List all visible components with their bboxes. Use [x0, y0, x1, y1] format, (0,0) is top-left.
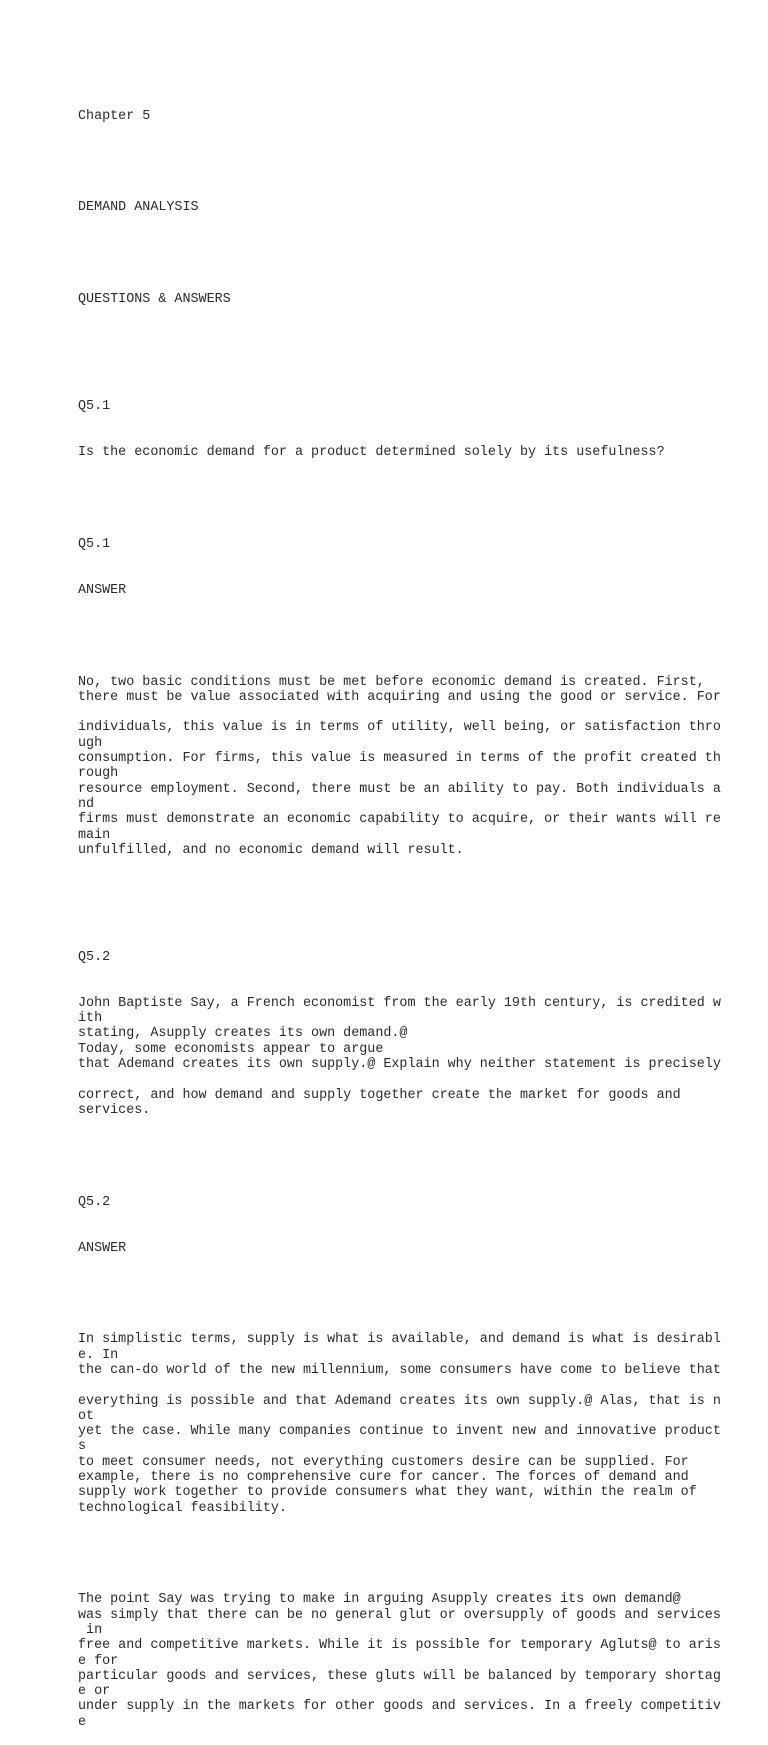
- text-line: ot: [78, 1408, 95, 1424]
- text-line: that Ademand creates its own supply.@ Explain why neither statement is precisely: [78, 1057, 721, 1072]
- spacer: [78, 1286, 758, 1301]
- text-line: supply work together to provide consumers what they want, within the realm of: [78, 1485, 697, 1501]
- question-label: Q5.1: [78, 399, 111, 415]
- text-line: in: [78, 1622, 103, 1638]
- answer-heading: ANSWER: [78, 1240, 127, 1256]
- text-line: the can-do world of the new millennium, some consumers have come to believe that: [78, 1362, 721, 1378]
- text-line: e for: [78, 1653, 119, 1669]
- question-text: [78, 996, 758, 1118]
- text-line: ith: [78, 1011, 103, 1027]
- text-line: individuals, this value is in terms of utility, well being, or satisfaction thro: [78, 720, 721, 736]
- text-line: to meet consumer needs, not everything customers desire can be supplied. For: [78, 1454, 689, 1470]
- question-label: Q5.2: [78, 949, 111, 965]
- text-line: [78, 1072, 758, 1087]
- spacer: [78, 491, 758, 506]
- answer-label: Q5.2: [78, 1194, 111, 1210]
- text-line: e: [78, 1714, 87, 1730]
- text-line: consumption. For firms, this value is measured in terms of the profit created th: [78, 751, 721, 767]
- text-line: [78, 1378, 758, 1393]
- text-line: everything is possible and that Ademand creates its own supply.@ Alas, that is n: [78, 1393, 721, 1409]
- text-line: ugh: [78, 735, 103, 751]
- document-page: [78, 78, 758, 1745]
- chapter-title: DEMAND ANALYSIS: [78, 200, 199, 216]
- text-line: main: [78, 827, 111, 843]
- text-line: particular goods and services, these gluts will be balanced by temporary shortag: [78, 1668, 721, 1684]
- text-line: resource employment. Second, there must be an ability to pay. Both individuals a: [78, 781, 721, 797]
- spacer: [78, 629, 758, 644]
- text-line: services.: [78, 1102, 151, 1118]
- text-line: No, two basic conditions must be met before economic demand is created. First,: [78, 674, 705, 690]
- text-line: technological feasibility.: [78, 1500, 287, 1516]
- text-line: e or: [78, 1684, 111, 1700]
- spacer: [78, 1547, 758, 1562]
- text-line: under supply in the markets for other goods and services. In a freely competitiv: [78, 1699, 721, 1715]
- spacer: [78, 154, 758, 169]
- text-line: free and competitive markets. While it is possible for temporary Agluts@ to aris: [78, 1638, 721, 1654]
- text-line: yet the case. While many companies continue to invent new and innovative product: [78, 1424, 721, 1440]
- answer-paragraph: [78, 1332, 758, 1516]
- section-heading: QUESTIONS & ANSWERS: [78, 292, 231, 308]
- answer-paragraph: [78, 1592, 758, 1730]
- question-text: Is the economic demand for a product determined solely by its usefulness?: [78, 445, 665, 461]
- answer-label: Q5.1: [78, 536, 111, 552]
- text-line: there must be value associated with acquiring and using the good or service. For: [78, 689, 721, 705]
- text-line: stating, Asupply creates its own demand.@: [78, 1026, 408, 1042]
- text-line: The point Say was trying to make in arguing Asupply creates its own demand@: [78, 1592, 681, 1608]
- text-line: rough: [78, 766, 119, 782]
- spacer: [78, 246, 758, 261]
- answer-heading: ANSWER: [78, 582, 127, 598]
- chapter-heading: Chapter 5: [78, 108, 151, 124]
- text-line: e. In: [78, 1347, 119, 1363]
- text-line: s: [78, 1439, 87, 1455]
- text-line: firms must demonstrate an economic capability to acquire, or their wants will re: [78, 812, 721, 828]
- text-line: example, there is no comprehensive cure for cancer. The forces of demand and: [78, 1470, 689, 1486]
- text-line: correct, and how demand and supply together create the market for goods and: [78, 1087, 681, 1103]
- text-line: was simply that there can be no general glut or oversupply of goods and services: [78, 1607, 721, 1623]
- spacer: [78, 889, 758, 904]
- text-line: nd: [78, 796, 95, 812]
- spacer: [78, 338, 758, 353]
- text-line: Today, some economists appear to argue: [78, 1041, 384, 1057]
- text-line: unfulfilled, and no economic demand will result.: [78, 842, 464, 858]
- answer-body: [78, 675, 758, 859]
- text-line: In simplistic terms, supply is what is available, and demand is what is desirabl: [78, 1332, 721, 1348]
- text-line: John Baptiste Say, a French economist from the early 19th century, is credited w: [78, 995, 721, 1011]
- spacer: [78, 1149, 758, 1164]
- text-line: [78, 705, 758, 720]
